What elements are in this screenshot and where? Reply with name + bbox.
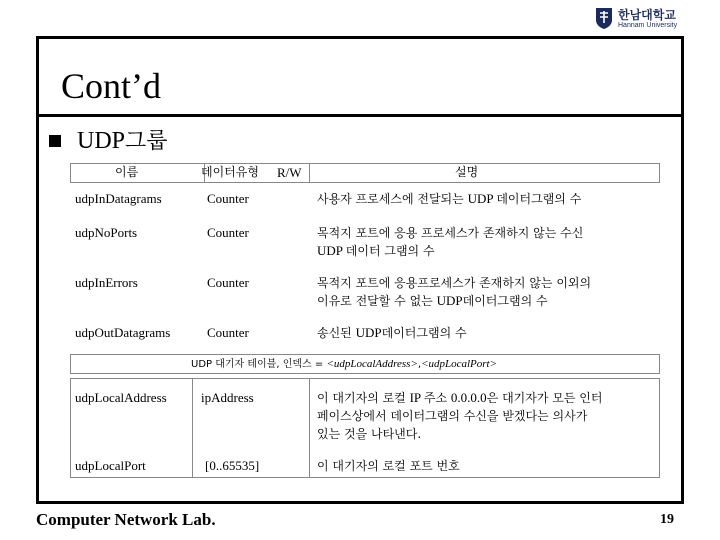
description-text: 있는 것을 나타낸다. xyxy=(317,427,422,441)
table2-row-name: udpLocalAddress xyxy=(75,390,167,405)
description-text: 이유로 전달할 수 없는 xyxy=(317,294,437,308)
description-text: 이 대기자의 로컬 xyxy=(317,391,410,405)
description-line xyxy=(317,190,581,208)
footer-lab-name: Computer Network Lab. xyxy=(36,510,216,529)
description-text: 송신된 xyxy=(317,326,356,340)
subtitle-suffix: 그룹 xyxy=(125,129,168,154)
table1-row-type: Counter xyxy=(207,325,249,340)
description-text: 이 대기자의 로컬 포트 번호 xyxy=(317,459,460,473)
description-line xyxy=(317,224,583,242)
description-line xyxy=(317,242,583,260)
table1-row-type: Counter xyxy=(207,191,249,206)
table2-row-type: [0..65535] xyxy=(205,458,260,473)
table1-row-description xyxy=(317,224,583,260)
description-text: UDP xyxy=(467,191,497,206)
table2-divider xyxy=(192,378,193,478)
table1-row-description xyxy=(317,324,467,342)
description-text: UDP xyxy=(317,243,346,258)
subtitle-prefix: UDP xyxy=(77,128,126,154)
description-text: 데이터그램의 수 xyxy=(381,326,467,340)
table1-header-box xyxy=(70,163,660,183)
logo-name-english: Hannam University xyxy=(618,22,678,29)
slide-title: Cont’d xyxy=(61,66,162,106)
university-logo xyxy=(594,4,690,34)
description-text: 은 대기자가 모든 인터 xyxy=(486,391,603,405)
table1-row-name: udpNoPorts xyxy=(75,225,138,240)
table1-row-name: udpOutDatagrams xyxy=(75,325,171,340)
description-text: 목적지 포트에 응용프로세스가 존재하지 않는 이외의 xyxy=(317,276,592,290)
description-line xyxy=(317,292,591,310)
header-rw: R/W xyxy=(277,165,302,180)
page-number: 19 xyxy=(660,512,674,527)
description-text: UDP xyxy=(355,325,382,340)
logo-name-korean: 한남대학교 xyxy=(618,8,676,22)
description-line xyxy=(317,407,602,425)
description-line xyxy=(317,457,460,475)
table2-row-description xyxy=(317,457,460,475)
table2-caption xyxy=(191,356,497,373)
bullet-icon xyxy=(49,135,61,147)
table2-row-name: udpLocalPort xyxy=(75,458,146,473)
description-line xyxy=(317,274,591,292)
title-band xyxy=(39,39,681,117)
description-line xyxy=(317,425,602,443)
caption-text: <udpLocalAddress> xyxy=(326,358,418,370)
description-text: 0.0.0.0 xyxy=(450,390,487,405)
table1-row-type: Counter xyxy=(207,225,249,240)
table2-divider xyxy=(309,378,310,478)
description-text: UDP xyxy=(436,293,463,308)
caption-text: UDP 대기자 테이블, 인덱스 = xyxy=(191,359,327,370)
university-emblem-icon xyxy=(594,6,614,30)
header-type: 데이터유형 xyxy=(201,165,259,179)
description-text: 데이터그램의 수 xyxy=(462,294,548,308)
caption-text: <udpLocalPort> xyxy=(421,358,498,370)
description-text: 데이터그램의 수 xyxy=(496,192,582,206)
header-description: 설명 xyxy=(455,165,479,179)
description-text: 페이스상에서 데이터그램의 수신을 받겠다는 의사가 xyxy=(317,409,588,423)
table1-divider xyxy=(309,163,310,183)
description-text: 사용자 프로세스에 전달되는 xyxy=(317,192,468,206)
description-text: 주소 xyxy=(423,391,451,405)
description-line xyxy=(317,389,602,407)
slide-subtitle xyxy=(77,124,168,155)
table1-row-description xyxy=(317,190,581,208)
caption-prefix xyxy=(191,358,497,370)
description-line xyxy=(317,324,467,342)
table2-row-type: ipAddress xyxy=(201,390,254,405)
table1-row-name: udpInErrors xyxy=(75,275,138,290)
table1-row-type: Counter xyxy=(207,275,249,290)
table1-row-name: udpInDatagrams xyxy=(75,191,162,206)
description-text: 데이터 그램의 수 xyxy=(345,244,435,258)
caption-text: , xyxy=(417,359,422,370)
table1-row-description xyxy=(317,274,591,310)
description-text: IP xyxy=(409,390,424,405)
slide-frame xyxy=(36,36,684,504)
header-name: 이름 xyxy=(115,165,139,179)
table2-row-description xyxy=(317,389,602,443)
description-text: 목적지 포트에 응용 프로세스가 존재하지 않는 수신 xyxy=(317,226,584,240)
